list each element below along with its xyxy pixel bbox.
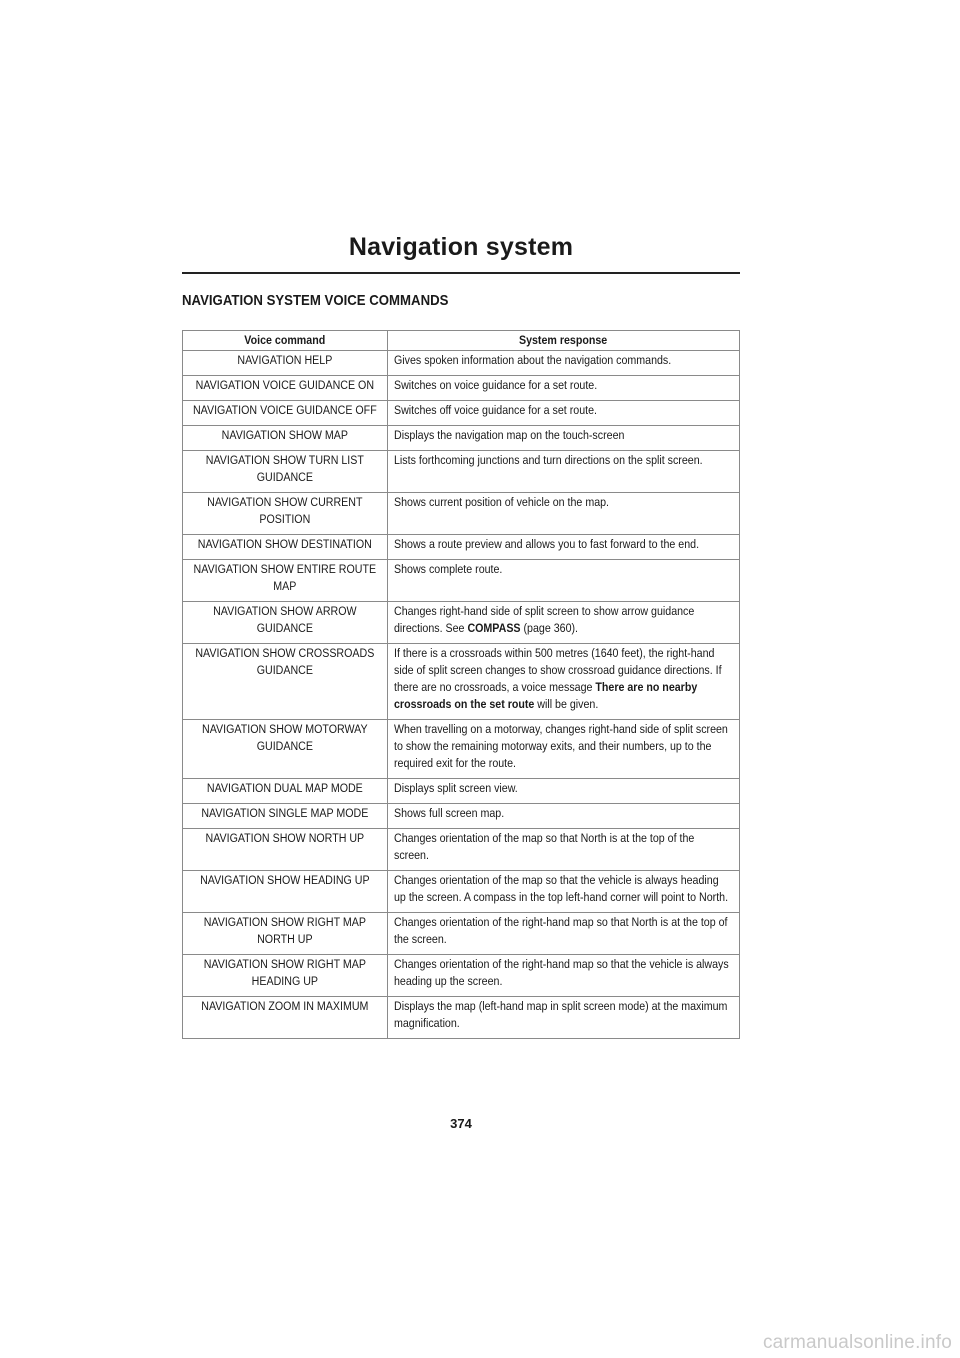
voice-command-cell: NAVIGATION SHOW MOTORWAY GUIDANCE xyxy=(183,720,388,779)
table-row xyxy=(183,779,740,804)
title-divider xyxy=(182,272,740,274)
page-number: 374 xyxy=(450,1116,472,1131)
voice-command-cell: NAVIGATION SHOW CROSSROADS GUIDANCE xyxy=(183,644,388,720)
voice-command-cell: NAVIGATION SHOW TURN LIST GUIDANCE xyxy=(183,451,388,493)
voice-command-cell: NAVIGATION SHOW NORTH UP xyxy=(183,829,388,871)
system-response-cell: Changes orientation of the map so that North is at the top of the screen. xyxy=(388,829,740,871)
voice-command-cell: NAVIGATION VOICE GUIDANCE ON xyxy=(183,376,388,401)
cross-reference-text: There are no nearby crossroads on the set route xyxy=(394,680,698,711)
table-row xyxy=(183,644,740,720)
table-row xyxy=(183,913,740,955)
voice-command-cell: NAVIGATION HELP xyxy=(183,351,388,376)
cross-reference-text: COMPASS xyxy=(467,621,521,635)
table-row xyxy=(183,997,740,1039)
table-row xyxy=(183,401,740,426)
page-title: Navigation system xyxy=(348,233,574,261)
system-response-cell: Displays the navigation map on the touch-screen xyxy=(388,426,740,451)
table-row xyxy=(183,351,740,376)
voice-command-cell: NAVIGATION SHOW CURRENT POSITION xyxy=(183,493,388,535)
system-response-cell: Gives spoken information about the navigation commands. xyxy=(388,351,740,376)
column-header-voice-command: Voice command xyxy=(183,331,388,351)
voice-command-cell: NAVIGATION DUAL MAP MODE xyxy=(183,779,388,804)
system-response-cell: Switches off voice guidance for a set route. xyxy=(388,401,740,426)
system-response-cell: Lists forthcoming junctions and turn directions on the split screen. xyxy=(388,451,740,493)
system-response-cell: Displays split screen view. xyxy=(388,779,740,804)
system-response-cell: Shows full screen map. xyxy=(388,804,740,829)
voice-commands-table xyxy=(182,330,740,1039)
table-row xyxy=(183,955,740,997)
voice-command-cell: NAVIGATION SHOW MAP xyxy=(183,426,388,451)
system-response-cell: Displays the map (left-hand map in split screen mode) at the maximum magnification. xyxy=(388,997,740,1039)
table-row xyxy=(183,602,740,644)
table-row xyxy=(183,720,740,779)
voice-command-cell: NAVIGATION SHOW RIGHT MAP HEADING UP xyxy=(183,955,388,997)
watermark: carmanualsonline.info xyxy=(762,1332,952,1353)
table-row xyxy=(183,426,740,451)
system-response-cell: If there is a crossroads within 500 metres (1640 feet), the right-hand side of split screen changes to show crossroad guidance directions. If there are no crossroads, a voice message There are no nearby crossroads on the set route will be given. xyxy=(388,644,740,720)
system-response-cell: Switches on voice guidance for a set route. xyxy=(388,376,740,401)
voice-command-cell: NAVIGATION SHOW DESTINATION xyxy=(183,535,388,560)
section-heading: NAVIGATION SYSTEM VOICE COMMANDS xyxy=(182,292,449,309)
table-row xyxy=(183,376,740,401)
system-response-cell: Changes right-hand side of split screen to show arrow guidance directions. See COMPASS (page 360). xyxy=(388,602,740,644)
table-row xyxy=(183,871,740,913)
table-row xyxy=(183,804,740,829)
table-row xyxy=(183,829,740,871)
voice-command-cell: NAVIGATION SHOW RIGHT MAP NORTH UP xyxy=(183,913,388,955)
system-response-cell: When travelling on a motorway, changes right-hand side of split screen to show the remaining motorway exits, and their numbers, up to the required exit for the route. xyxy=(388,720,740,779)
system-response-cell: Shows complete route. xyxy=(388,560,740,602)
system-response-cell: Shows a route preview and allows you to fast forward to the end. xyxy=(388,535,740,560)
voice-command-cell: NAVIGATION ZOOM IN MAXIMUM xyxy=(183,997,388,1039)
table-row xyxy=(183,560,740,602)
table-row xyxy=(183,493,740,535)
voice-command-cell: NAVIGATION SINGLE MAP MODE xyxy=(183,804,388,829)
table-header-row xyxy=(183,331,740,351)
system-response-cell: Shows current position of vehicle on the map. xyxy=(388,493,740,535)
table-row xyxy=(183,535,740,560)
table-row xyxy=(183,451,740,493)
system-response-cell: Changes orientation of the right-hand map so that North is at the top of the screen. xyxy=(388,913,740,955)
system-response-cell: Changes orientation of the right-hand map so that the vehicle is always heading up the screen. xyxy=(388,955,740,997)
voice-command-cell: NAVIGATION VOICE GUIDANCE OFF xyxy=(183,401,388,426)
voice-command-cell: NAVIGATION SHOW ARROW GUIDANCE xyxy=(183,602,388,644)
voice-command-cell: NAVIGATION SHOW HEADING UP xyxy=(183,871,388,913)
column-header-system-response: System response xyxy=(388,331,740,351)
system-response-cell: Changes orientation of the map so that the vehicle is always heading up the screen. A compass in the top left-hand corner will point to North. xyxy=(388,871,740,913)
voice-command-cell: NAVIGATION SHOW ENTIRE ROUTE MAP xyxy=(183,560,388,602)
